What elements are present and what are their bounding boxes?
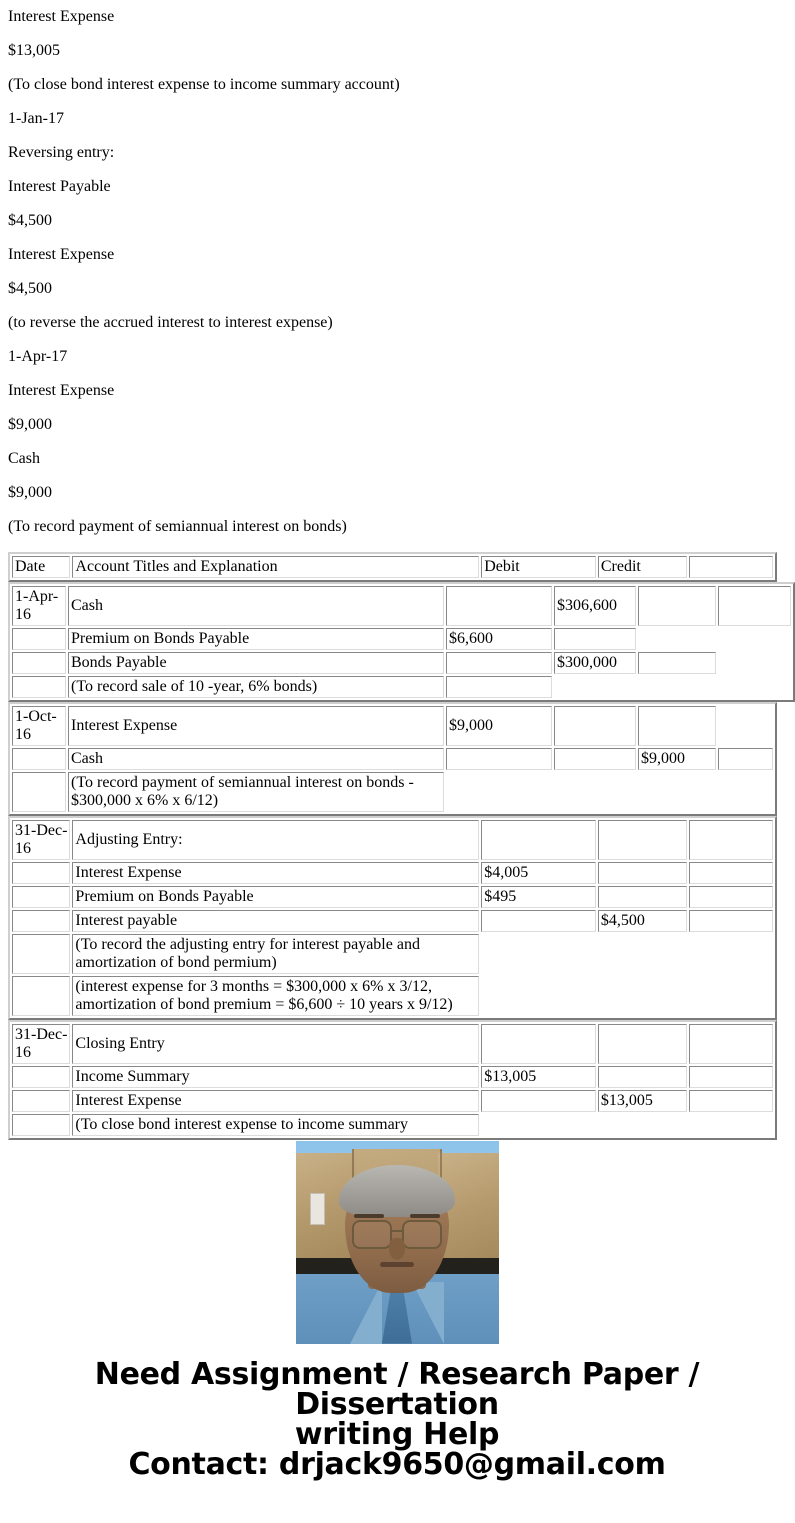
cell-credit: $4,500 bbox=[598, 910, 687, 932]
cell-debit bbox=[481, 1090, 596, 1112]
intro-line: Cash bbox=[8, 450, 40, 467]
cell-date bbox=[12, 1090, 70, 1112]
avatar-eyeglass-lens-left bbox=[352, 1220, 392, 1249]
avatar-mouth bbox=[380, 1262, 414, 1267]
avatar-collar-left bbox=[350, 1282, 382, 1344]
cell-debit: $13,005 bbox=[481, 1066, 596, 1088]
cell-extra1 bbox=[638, 586, 716, 626]
intro-line: (To record payment of semiannual interest on bonds) bbox=[8, 518, 347, 535]
avatar bbox=[296, 1141, 499, 1344]
intro-line: (To close bond interest expense to income summary account) bbox=[8, 76, 400, 93]
table-row bbox=[12, 652, 791, 674]
cell-explanation: (To record the adjusting entry for interest payable and amortization of bond permium) bbox=[72, 934, 479, 974]
cell-account: Interest payable bbox=[72, 910, 479, 932]
cell-extra1 bbox=[689, 1024, 773, 1064]
cell-extra1 bbox=[689, 820, 773, 860]
cell-credit: $300,000 bbox=[554, 652, 636, 674]
journal-entry-table-container bbox=[0, 552, 794, 1133]
footer-headline-line2: writing Help bbox=[294, 1417, 500, 1452]
table-row bbox=[12, 586, 791, 626]
cell-date bbox=[12, 1066, 70, 1088]
cell-credit bbox=[554, 628, 636, 650]
avatar-eyebrow-right bbox=[410, 1214, 440, 1218]
intro-line: $13,005 bbox=[8, 42, 60, 59]
journal-table-closing-entry bbox=[8, 1020, 777, 1140]
journal-table-adjusting-entry bbox=[8, 816, 777, 1020]
cell-explanation: (To record payment of semiannual interest on bonds - $300,000 x 6% x 6/12) bbox=[68, 772, 444, 812]
intro-line: Interest Payable bbox=[8, 178, 111, 195]
cell-account: Premium on Bonds Payable bbox=[68, 628, 444, 650]
avatar-eyebrow-left bbox=[354, 1214, 384, 1218]
cell-account: Premium on Bonds Payable bbox=[72, 886, 479, 908]
cell-credit bbox=[598, 886, 687, 908]
cell-date bbox=[12, 976, 70, 1016]
intro-line: 1-Jan-17 bbox=[8, 110, 64, 127]
cell-extra1: $9,000 bbox=[638, 748, 716, 770]
intro-line: Interest Expense bbox=[8, 8, 115, 25]
cell-extra1 bbox=[689, 910, 773, 932]
cell-date: 1-Oct-16 bbox=[12, 706, 66, 746]
cell-debit bbox=[446, 676, 552, 698]
cell-credit bbox=[598, 1066, 687, 1088]
journal-table-sale-of-bonds bbox=[8, 582, 795, 702]
cell-account: Adjusting Entry: bbox=[72, 820, 479, 860]
cell-account: Income Summary bbox=[72, 1066, 479, 1088]
cell-credit bbox=[598, 1024, 687, 1064]
table-row bbox=[12, 910, 773, 932]
intro-line: $9,000 bbox=[8, 484, 52, 501]
cell-credit: $13,005 bbox=[598, 1090, 687, 1112]
table-row bbox=[12, 1090, 773, 1112]
cell-date bbox=[12, 628, 66, 650]
intro-line: (to reverse the accrued interest to interest expense) bbox=[8, 314, 333, 331]
intro-line: Interest Expense bbox=[8, 382, 115, 399]
cell-debit: $6,600 bbox=[446, 628, 552, 650]
cell-debit bbox=[446, 748, 552, 770]
column-header-account: Account Titles and Explanation bbox=[72, 556, 479, 578]
column-header-credit: Credit bbox=[598, 556, 687, 578]
cell-date bbox=[12, 652, 66, 674]
cell-extra1 bbox=[638, 652, 716, 674]
table-row bbox=[12, 628, 791, 650]
cell-account: (To record sale of 10 -year, 6% bonds) bbox=[68, 676, 444, 698]
cell-date: 1-Apr-16 bbox=[12, 586, 66, 626]
avatar-container bbox=[0, 1124, 794, 1360]
cell-debit bbox=[481, 820, 596, 860]
cell-credit bbox=[598, 820, 687, 860]
cell-extra1 bbox=[689, 886, 773, 908]
avatar-collar-right bbox=[412, 1282, 444, 1344]
table-row bbox=[12, 976, 773, 1016]
journal-table-semiannual-interest bbox=[8, 702, 777, 816]
avatar-nose bbox=[389, 1238, 405, 1260]
table-row bbox=[12, 748, 773, 770]
cell-date bbox=[12, 772, 66, 812]
column-header-date: Date bbox=[12, 556, 70, 578]
avatar-wall-switch bbox=[310, 1193, 325, 1225]
cell-account: Interest Expense bbox=[72, 862, 479, 884]
cell-debit: $4,005 bbox=[481, 862, 596, 884]
cell-credit bbox=[598, 862, 687, 884]
table-row bbox=[12, 706, 773, 746]
cell-explanation: (To close bond interest expense to income summary bbox=[72, 1114, 479, 1136]
cell-date bbox=[12, 934, 70, 974]
cell-extra1 bbox=[689, 1066, 773, 1088]
column-header-extra1 bbox=[689, 556, 773, 578]
cell-account: Cash bbox=[68, 586, 444, 626]
cell-credit: $306,600 bbox=[554, 586, 636, 626]
cell-date: 31-Dec-16 bbox=[12, 820, 70, 860]
cell-account: Closing Entry bbox=[72, 1024, 479, 1064]
cell-debit: $495 bbox=[481, 886, 596, 908]
cell-date bbox=[12, 676, 66, 698]
cell-debit bbox=[446, 586, 552, 626]
table-row bbox=[12, 1024, 773, 1064]
cell-account: Interest Expense bbox=[72, 1090, 479, 1112]
cell-extra1 bbox=[689, 1090, 773, 1112]
intro-line: Interest Expense bbox=[8, 246, 115, 263]
avatar-eyeglass-lens-right bbox=[402, 1220, 442, 1249]
cell-date bbox=[12, 748, 66, 770]
footer-contact-email: Contact: drjack9650@gmail.com bbox=[128, 1447, 666, 1482]
cell-date bbox=[12, 910, 70, 932]
table-row bbox=[12, 862, 773, 884]
cell-credit bbox=[554, 706, 636, 746]
table-row bbox=[12, 676, 791, 698]
cell-date: 31-Dec-16 bbox=[12, 1024, 70, 1064]
journal-table-header bbox=[8, 552, 777, 582]
table-row bbox=[12, 886, 773, 908]
cell-account: Cash bbox=[68, 748, 444, 770]
cell-debit bbox=[481, 1024, 596, 1064]
cell-date bbox=[12, 886, 70, 908]
table-header-row bbox=[12, 556, 773, 578]
avatar-eyeglass-bridge bbox=[390, 1230, 404, 1233]
cell-extra2 bbox=[718, 748, 773, 770]
table-row bbox=[12, 934, 773, 974]
cell-debit: $9,000 bbox=[446, 706, 552, 746]
cell-debit bbox=[446, 652, 552, 674]
cell-account: Interest Expense bbox=[68, 706, 444, 746]
cell-account: Bonds Payable bbox=[68, 652, 444, 674]
cell-credit bbox=[554, 748, 636, 770]
column-header-debit: Debit bbox=[481, 556, 596, 578]
intro-line: 1-Apr-17 bbox=[8, 348, 68, 365]
footer-contact-block bbox=[0, 1357, 794, 1482]
cell-explanation: (interest expense for 3 months = $300,000 x 6% x 3/12, amortization of bond premium = $6,600 ÷ 10 years x 9/12) bbox=[72, 976, 479, 1016]
cell-debit bbox=[481, 910, 596, 932]
table-row bbox=[12, 820, 773, 860]
intro-line: $9,000 bbox=[8, 416, 52, 433]
table-row bbox=[12, 1066, 773, 1088]
cell-extra2 bbox=[718, 586, 791, 626]
footer-headline-line1: Need Assignment / Research Paper / Dissertation bbox=[94, 1357, 700, 1422]
table-row bbox=[12, 772, 773, 812]
intro-line: Reversing entry: bbox=[8, 144, 115, 161]
intro-text-block bbox=[0, 0, 794, 544]
cell-extra1 bbox=[689, 862, 773, 884]
cell-extra1 bbox=[638, 706, 716, 746]
intro-line: $4,500 bbox=[8, 280, 52, 297]
cell-date bbox=[12, 862, 70, 884]
intro-line: $4,500 bbox=[8, 212, 52, 229]
